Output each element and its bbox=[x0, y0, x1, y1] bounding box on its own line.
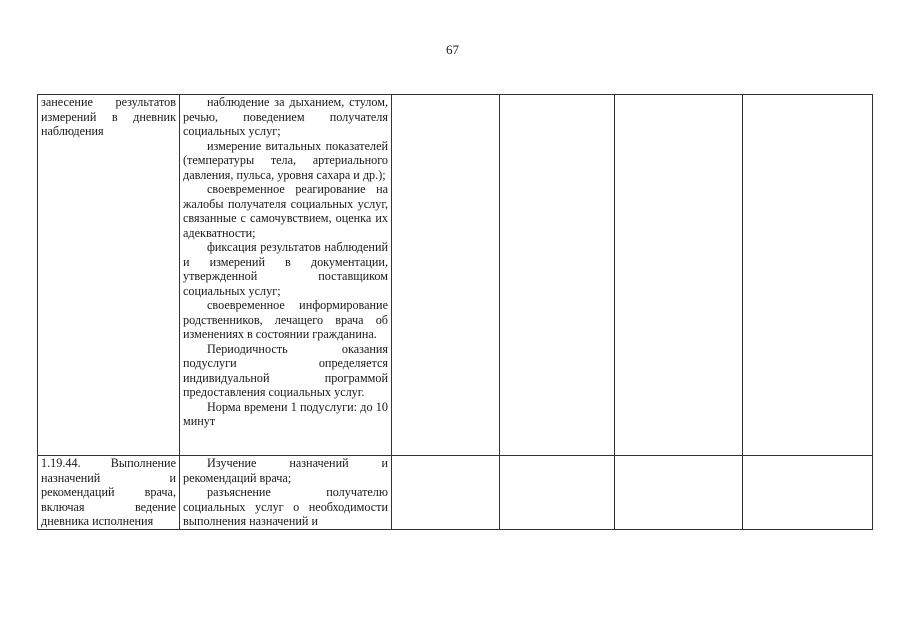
description-paragraph: фиксация результатов наблюдений и измерений в документации, утвержденной поставщиком социальных услуг; bbox=[183, 240, 388, 298]
empty-cell bbox=[392, 95, 500, 456]
service-name-cell bbox=[38, 456, 180, 530]
description-paragraph: Изучение назначений и рекомендаций врача; bbox=[183, 456, 388, 485]
table-row bbox=[38, 456, 873, 530]
empty-cell bbox=[500, 95, 615, 456]
service-description-cell bbox=[180, 95, 392, 456]
services-table bbox=[37, 94, 873, 530]
table-row bbox=[38, 95, 873, 456]
empty-cell bbox=[615, 95, 743, 456]
service-description-cell bbox=[180, 456, 392, 530]
empty-cell bbox=[743, 456, 873, 530]
empty-cell bbox=[615, 456, 743, 530]
empty-cell bbox=[500, 456, 615, 530]
description-paragraph: Периодичность оказания подуслуги определяется индивидуальной программой предоставления социальных услуг. bbox=[183, 341, 388, 399]
empty-cell bbox=[392, 456, 500, 530]
empty-cell bbox=[743, 95, 873, 456]
service-name-text: занесение результатов измерений в дневник наблюдения bbox=[41, 95, 176, 138]
time-norm-paragraph: Норма времени 1 подуслуги: до 10 минут bbox=[183, 399, 388, 428]
description-paragraph: своевременное информирование родственников, лечащего врача об изменениях в состоянии гражданина. bbox=[183, 298, 388, 341]
description-paragraph: наблюдение за дыханием, стулом, речью, поведением получателя социальных услуг; bbox=[183, 95, 388, 138]
description-paragraph: разъяснение получателю социальных услуг о необходимости выполнения назначений и bbox=[183, 485, 388, 528]
description-paragraph: измерение витальных показателей (температуры тела, артериального давления, пульса, уровня сахара и др.); bbox=[183, 138, 388, 182]
service-name-cell bbox=[38, 95, 180, 456]
page-number: 67 bbox=[446, 42, 459, 57]
service-name-text: 1.19.44. Выполнение назначений и рекомендаций врача, включая ведение дневника исполнения bbox=[41, 456, 176, 528]
description-paragraph: своевременное реагирование на жалобы получателя социальных услуг, связанные с самочувствием, оценка их адекватности; bbox=[183, 182, 388, 240]
